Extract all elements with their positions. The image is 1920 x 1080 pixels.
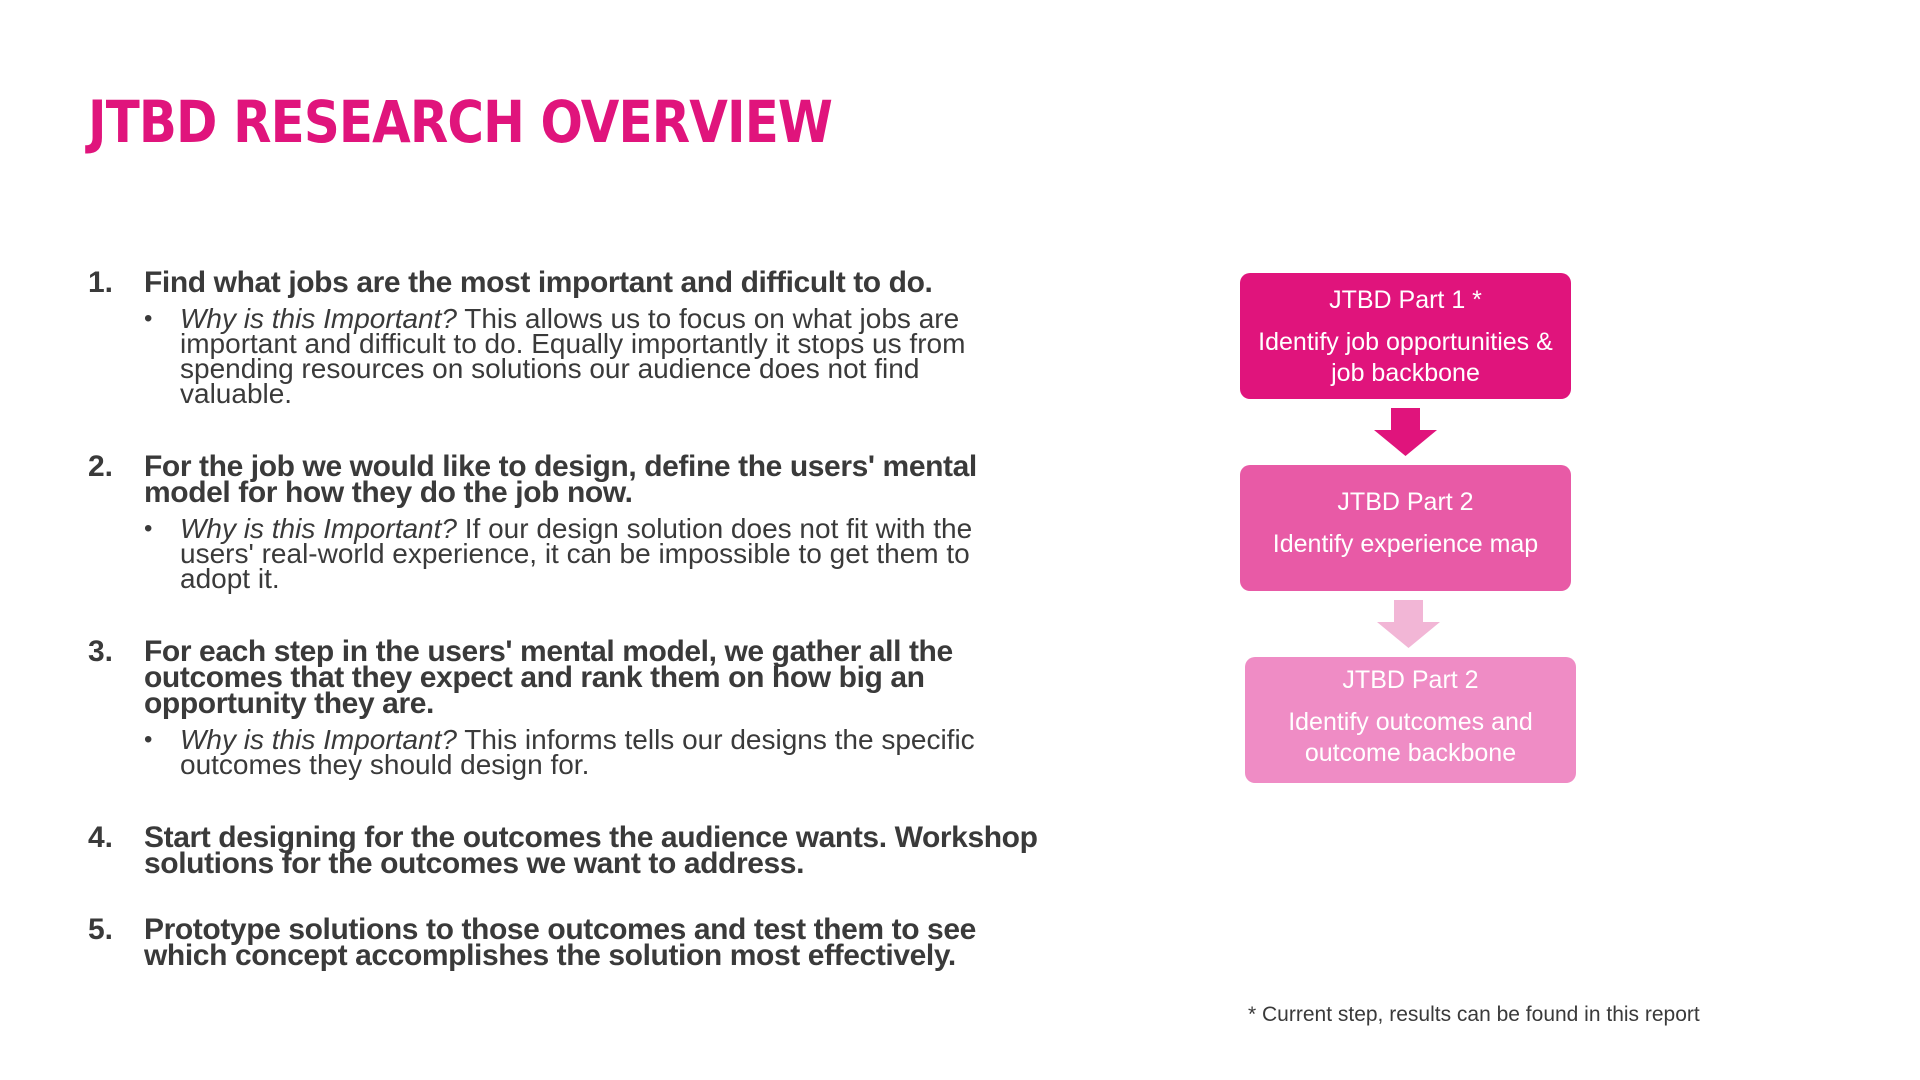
bullet-icon: • [144,515,153,542]
step-number: 3. [88,635,114,668]
step-number: 1. [88,266,114,299]
steps-list [88,266,1038,972]
note-text: This informs tells our designs the specific outcomes they should design for. [180,724,975,780]
footnote: * Current step, results can be found in this report [1248,1003,1700,1026]
flow-box-description: Identify outcomes and outcome backbone [1288,708,1533,767]
note-text: This allows us to focus on what jobs are important and difficult to do. Equally importantly it stops us from spending resources on solutions our audience does not find valuable. [180,303,966,409]
flow-box-part-2-outcomes [1245,657,1576,783]
step-1 [88,266,1038,409]
arrow-down-icon [1377,600,1440,648]
step-2 [88,450,1038,594]
step-number: 5. [88,913,114,946]
step-heading: Start designing for the outcomes the audience wants. Workshop solutions for the outcomes we want to address. [144,821,1038,880]
bullet-icon: • [144,305,153,332]
step-note [144,724,1038,780]
step-4 [88,821,1038,880]
note-label: Why is this Important? [180,513,457,544]
slide-title: JTBD RESEARCH OVERVIEW [88,88,833,156]
step-heading: Prototype solutions to those outcomes and test them to see which concept accomplishes the solution most effectively. [144,913,976,972]
step-note [144,513,1038,594]
flow-box-title: JTBD Part 2 [1342,666,1479,694]
note-label: Why is this Important? [180,724,457,755]
step-heading: For the job we would like to design, define the users' mental model for how they do the job now. [144,450,977,509]
flow-box-part-2-experience [1240,465,1571,591]
note-label: Why is this Important? [180,303,457,334]
arrow-down-icon [1374,408,1437,456]
flow-box-description: Identify experience map [1272,530,1539,558]
step-number: 4. [88,821,114,854]
step-heading: Find what jobs are the most important and difficult to do. [144,266,933,299]
bullet-icon: • [144,726,153,753]
flow-box-title: JTBD Part 1 * [1329,286,1482,314]
step-3 [88,635,1038,780]
flow-box-description: Identify job opportunities & job backbone [1258,328,1553,387]
step-number: 2. [88,450,114,483]
step-heading: For each step in the users' mental model, we gather all the outcomes that they expect and rank them on how big an opportunity they are. [144,635,953,720]
step-note [144,303,1038,409]
flow-box-title: JTBD Part 2 [1337,488,1474,516]
flow-box-part-1 [1240,273,1571,399]
step-5 [88,913,1038,972]
note-text: If our design solution does not fit with the users' real-world experience, it can be impossible to get them to adopt it. [180,513,973,594]
